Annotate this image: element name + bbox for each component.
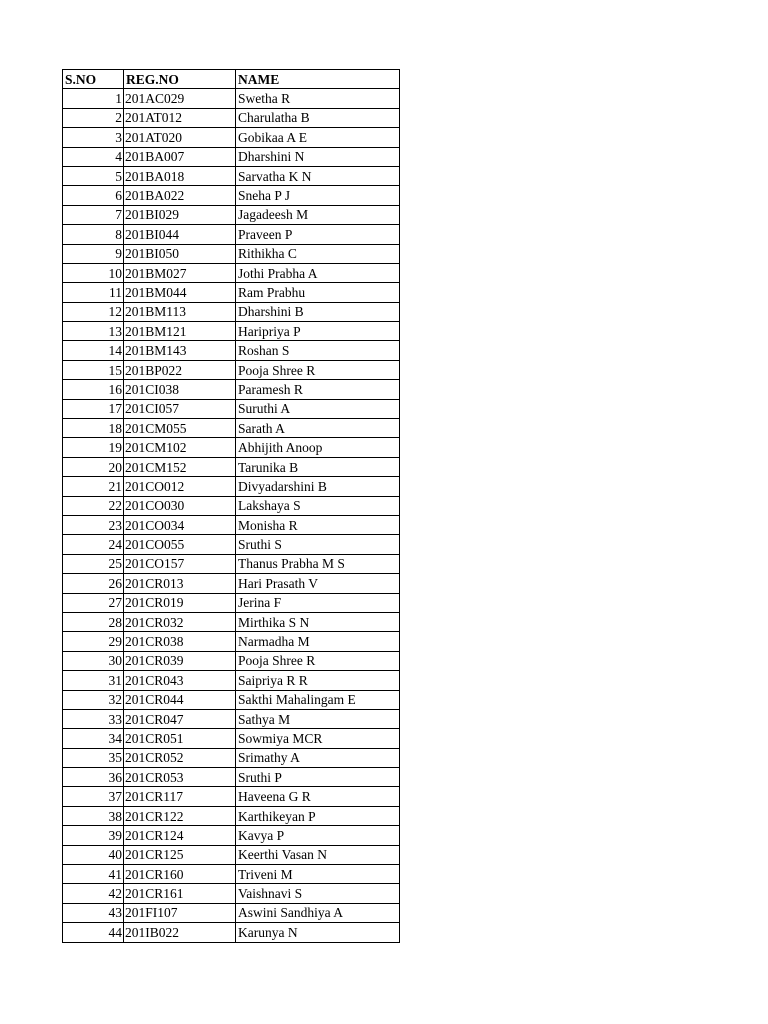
row-name-cell: Triveni M bbox=[236, 865, 400, 884]
row-name-cell: Jothi Prabha A bbox=[236, 263, 400, 282]
row-reg-no-cell: 201CM102 bbox=[124, 438, 236, 457]
row-name-cell: Sneha P J bbox=[236, 186, 400, 205]
table-row bbox=[63, 787, 400, 806]
table-row bbox=[63, 186, 400, 205]
row-reg-no-cell: 201CR013 bbox=[124, 574, 236, 593]
table-row bbox=[63, 322, 400, 341]
row-name-cell: Kavya P bbox=[236, 826, 400, 845]
row-sno-cell: 43 bbox=[63, 903, 124, 922]
row-sno-cell: 21 bbox=[63, 477, 124, 496]
row-name-cell: Vaishnavi S bbox=[236, 884, 400, 903]
row-reg-no-cell: 201CR032 bbox=[124, 612, 236, 631]
row-reg-no-cell: 201BM027 bbox=[124, 263, 236, 282]
row-name-cell: Gobikaa A E bbox=[236, 128, 400, 147]
table-row bbox=[63, 865, 400, 884]
row-name-cell: Pooja Shree R bbox=[236, 360, 400, 379]
row-sno-cell: 6 bbox=[63, 186, 124, 205]
row-name-cell: Mirthika S N bbox=[236, 612, 400, 631]
header-reg-no: REG.NO bbox=[124, 70, 236, 89]
row-name-cell: Charulatha B bbox=[236, 108, 400, 127]
row-sno-cell: 7 bbox=[63, 205, 124, 224]
row-name-cell: Karthikeyan P bbox=[236, 806, 400, 825]
row-name-cell: Sruthi P bbox=[236, 768, 400, 787]
row-reg-no-cell: 201CR019 bbox=[124, 593, 236, 612]
row-sno-cell: 17 bbox=[63, 399, 124, 418]
row-name-cell: Roshan S bbox=[236, 341, 400, 360]
row-name-cell: Abhijith Anoop bbox=[236, 438, 400, 457]
table-row bbox=[63, 826, 400, 845]
row-name-cell: Saipriya R R bbox=[236, 671, 400, 690]
student-table bbox=[62, 69, 400, 943]
row-reg-no-cell: 201CO157 bbox=[124, 554, 236, 573]
row-name-cell: Monisha R bbox=[236, 515, 400, 534]
table-row bbox=[63, 457, 400, 476]
row-reg-no-cell: 201BM143 bbox=[124, 341, 236, 360]
table-row bbox=[63, 438, 400, 457]
row-reg-no-cell: 201BM113 bbox=[124, 302, 236, 321]
table-row bbox=[63, 108, 400, 127]
row-name-cell: Tarunika B bbox=[236, 457, 400, 476]
row-reg-no-cell: 201CI057 bbox=[124, 399, 236, 418]
table-row bbox=[63, 651, 400, 670]
row-sno-cell: 24 bbox=[63, 535, 124, 554]
row-sno-cell: 9 bbox=[63, 244, 124, 263]
row-name-cell: Jagadeesh M bbox=[236, 205, 400, 224]
row-name-cell: Praveen P bbox=[236, 225, 400, 244]
row-reg-no-cell: 201CM152 bbox=[124, 457, 236, 476]
row-sno-cell: 40 bbox=[63, 845, 124, 864]
row-name-cell: Sakthi Mahalingam E bbox=[236, 690, 400, 709]
row-sno-cell: 22 bbox=[63, 496, 124, 515]
row-reg-no-cell: 201CR047 bbox=[124, 709, 236, 728]
row-name-cell: Paramesh R bbox=[236, 380, 400, 399]
table-row bbox=[63, 806, 400, 825]
table-row bbox=[63, 612, 400, 631]
row-reg-no-cell: 201CR161 bbox=[124, 884, 236, 903]
row-name-cell: Haripriya P bbox=[236, 322, 400, 341]
table-row bbox=[63, 671, 400, 690]
row-sno-cell: 10 bbox=[63, 263, 124, 282]
row-name-cell: Dharshini B bbox=[236, 302, 400, 321]
table-row bbox=[63, 147, 400, 166]
table-body bbox=[63, 89, 400, 942]
row-name-cell: Suruthi A bbox=[236, 399, 400, 418]
header-sno: S.NO bbox=[63, 70, 124, 89]
row-reg-no-cell: 201CR117 bbox=[124, 787, 236, 806]
row-name-cell: Aswini Sandhiya A bbox=[236, 903, 400, 922]
row-reg-no-cell: 201CR122 bbox=[124, 806, 236, 825]
table-row bbox=[63, 166, 400, 185]
row-reg-no-cell: 201CR124 bbox=[124, 826, 236, 845]
row-sno-cell: 8 bbox=[63, 225, 124, 244]
row-reg-no-cell: 201FI107 bbox=[124, 903, 236, 922]
row-reg-no-cell: 201BA018 bbox=[124, 166, 236, 185]
table-row bbox=[63, 302, 400, 321]
table-row bbox=[63, 205, 400, 224]
row-sno-cell: 39 bbox=[63, 826, 124, 845]
row-sno-cell: 3 bbox=[63, 128, 124, 147]
row-name-cell: Haveena G R bbox=[236, 787, 400, 806]
table-row bbox=[63, 341, 400, 360]
table-row bbox=[63, 593, 400, 612]
row-name-cell: Karunya N bbox=[236, 923, 400, 942]
table-row bbox=[63, 690, 400, 709]
table-row bbox=[63, 903, 400, 922]
row-reg-no-cell: 201CI038 bbox=[124, 380, 236, 399]
table-row bbox=[63, 360, 400, 379]
table-row bbox=[63, 729, 400, 748]
row-name-cell: Hari Prasath V bbox=[236, 574, 400, 593]
row-sno-cell: 33 bbox=[63, 709, 124, 728]
table-row bbox=[63, 399, 400, 418]
row-sno-cell: 18 bbox=[63, 419, 124, 438]
row-sno-cell: 16 bbox=[63, 380, 124, 399]
table-row bbox=[63, 574, 400, 593]
row-sno-cell: 42 bbox=[63, 884, 124, 903]
row-sno-cell: 31 bbox=[63, 671, 124, 690]
table-row bbox=[63, 244, 400, 263]
row-sno-cell: 12 bbox=[63, 302, 124, 321]
row-sno-cell: 1 bbox=[63, 89, 124, 108]
table-row bbox=[63, 419, 400, 438]
table-row bbox=[63, 283, 400, 302]
row-reg-no-cell: 201CR043 bbox=[124, 671, 236, 690]
row-reg-no-cell: 201CM055 bbox=[124, 419, 236, 438]
row-reg-no-cell: 201CR044 bbox=[124, 690, 236, 709]
row-sno-cell: 41 bbox=[63, 865, 124, 884]
row-reg-no-cell: 201CR160 bbox=[124, 865, 236, 884]
row-sno-cell: 32 bbox=[63, 690, 124, 709]
table-row bbox=[63, 128, 400, 147]
row-reg-no-cell: 201BI044 bbox=[124, 225, 236, 244]
row-name-cell: Jerina F bbox=[236, 593, 400, 612]
table-row bbox=[63, 496, 400, 515]
table-row bbox=[63, 748, 400, 767]
row-reg-no-cell: 201CO012 bbox=[124, 477, 236, 496]
table-row bbox=[63, 477, 400, 496]
row-reg-no-cell: 201BA007 bbox=[124, 147, 236, 166]
row-sno-cell: 44 bbox=[63, 923, 124, 942]
row-name-cell: Narmadha M bbox=[236, 632, 400, 651]
row-sno-cell: 25 bbox=[63, 554, 124, 573]
row-sno-cell: 26 bbox=[63, 574, 124, 593]
row-name-cell: Sowmiya MCR bbox=[236, 729, 400, 748]
row-reg-no-cell: 201BA022 bbox=[124, 186, 236, 205]
row-name-cell: Sarath A bbox=[236, 419, 400, 438]
row-sno-cell: 36 bbox=[63, 768, 124, 787]
row-reg-no-cell: 201BP022 bbox=[124, 360, 236, 379]
row-sno-cell: 4 bbox=[63, 147, 124, 166]
row-sno-cell: 29 bbox=[63, 632, 124, 651]
table-row bbox=[63, 225, 400, 244]
row-name-cell: Dharshini N bbox=[236, 147, 400, 166]
row-reg-no-cell: 201BI029 bbox=[124, 205, 236, 224]
table-row bbox=[63, 709, 400, 728]
table-header bbox=[63, 70, 400, 89]
row-reg-no-cell: 201CR039 bbox=[124, 651, 236, 670]
row-reg-no-cell: 201AT012 bbox=[124, 108, 236, 127]
row-reg-no-cell: 201BM044 bbox=[124, 283, 236, 302]
row-name-cell: Thanus Prabha M S bbox=[236, 554, 400, 573]
table-row bbox=[63, 768, 400, 787]
row-name-cell: Divyadarshini B bbox=[236, 477, 400, 496]
table-row bbox=[63, 535, 400, 554]
row-reg-no-cell: 201BM121 bbox=[124, 322, 236, 341]
table-row bbox=[63, 263, 400, 282]
row-reg-no-cell: 201AT020 bbox=[124, 128, 236, 147]
table-row bbox=[63, 515, 400, 534]
student-list-sheet bbox=[62, 69, 400, 943]
row-reg-no-cell: 201CR038 bbox=[124, 632, 236, 651]
row-reg-no-cell: 201CR052 bbox=[124, 748, 236, 767]
table-row bbox=[63, 380, 400, 399]
table-row bbox=[63, 884, 400, 903]
table-row bbox=[63, 923, 400, 942]
row-name-cell: Keerthi Vasan N bbox=[236, 845, 400, 864]
row-sno-cell: 23 bbox=[63, 515, 124, 534]
row-reg-no-cell: 201CR051 bbox=[124, 729, 236, 748]
table-row bbox=[63, 845, 400, 864]
row-sno-cell: 19 bbox=[63, 438, 124, 457]
row-sno-cell: 34 bbox=[63, 729, 124, 748]
row-reg-no-cell: 201IB022 bbox=[124, 923, 236, 942]
table-row bbox=[63, 554, 400, 573]
row-reg-no-cell: 201CO030 bbox=[124, 496, 236, 515]
row-sno-cell: 5 bbox=[63, 166, 124, 185]
header-row bbox=[63, 70, 400, 89]
row-name-cell: Ram Prabhu bbox=[236, 283, 400, 302]
row-sno-cell: 15 bbox=[63, 360, 124, 379]
row-sno-cell: 11 bbox=[63, 283, 124, 302]
row-sno-cell: 37 bbox=[63, 787, 124, 806]
row-sno-cell: 38 bbox=[63, 806, 124, 825]
row-reg-no-cell: 201CO055 bbox=[124, 535, 236, 554]
row-name-cell: Lakshaya S bbox=[236, 496, 400, 515]
table-row bbox=[63, 632, 400, 651]
row-sno-cell: 2 bbox=[63, 108, 124, 127]
row-name-cell: Sruthi S bbox=[236, 535, 400, 554]
row-reg-no-cell: 201CR125 bbox=[124, 845, 236, 864]
row-sno-cell: 27 bbox=[63, 593, 124, 612]
row-name-cell: Sathya M bbox=[236, 709, 400, 728]
row-sno-cell: 30 bbox=[63, 651, 124, 670]
row-sno-cell: 13 bbox=[63, 322, 124, 341]
table-row bbox=[63, 89, 400, 108]
row-sno-cell: 20 bbox=[63, 457, 124, 476]
row-reg-no-cell: 201AC029 bbox=[124, 89, 236, 108]
row-sno-cell: 28 bbox=[63, 612, 124, 631]
row-name-cell: Srimathy A bbox=[236, 748, 400, 767]
row-sno-cell: 14 bbox=[63, 341, 124, 360]
row-reg-no-cell: 201CO034 bbox=[124, 515, 236, 534]
row-reg-no-cell: 201CR053 bbox=[124, 768, 236, 787]
row-name-cell: Rithikha C bbox=[236, 244, 400, 263]
row-name-cell: Pooja Shree R bbox=[236, 651, 400, 670]
row-name-cell: Swetha R bbox=[236, 89, 400, 108]
header-name: NAME bbox=[236, 70, 400, 89]
row-sno-cell: 35 bbox=[63, 748, 124, 767]
row-reg-no-cell: 201BI050 bbox=[124, 244, 236, 263]
row-name-cell: Sarvatha K N bbox=[236, 166, 400, 185]
